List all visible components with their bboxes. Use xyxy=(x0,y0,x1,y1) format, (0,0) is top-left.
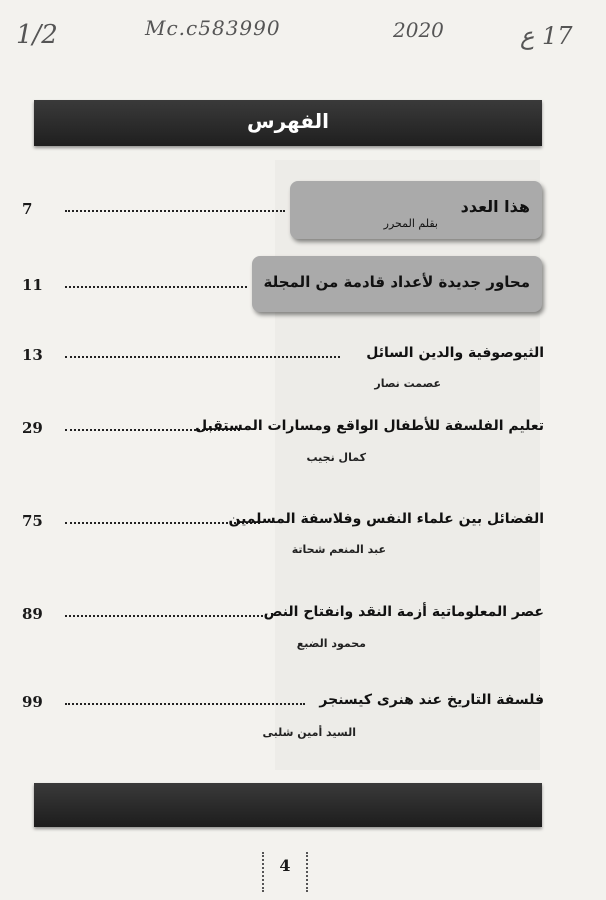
page-number: 7 xyxy=(22,200,33,218)
index-header-bar xyxy=(34,100,542,146)
bleed-through-area xyxy=(275,160,540,770)
toc-entry-author: عصمت نصار xyxy=(374,377,441,390)
footer-separator xyxy=(262,852,264,892)
handwritten-code: 17 ع xyxy=(520,22,573,50)
footer-bar xyxy=(34,783,542,827)
toc-entry-title[interactable]: الفضائل بين علماء النفس وفلاسفة المسلمين xyxy=(228,511,544,527)
dot-leader xyxy=(65,210,285,212)
toc-box-subtitle: بقلم المحرر xyxy=(383,217,438,230)
footer-page-number: 4 xyxy=(279,856,291,875)
index-title: الفهرس xyxy=(246,109,329,133)
handwritten-fraction: 1/2 xyxy=(16,20,58,50)
handwritten-year: 2020 xyxy=(393,18,444,42)
toc-box-issue[interactable] xyxy=(290,181,542,239)
page-number: 11 xyxy=(22,276,43,294)
dot-leader xyxy=(65,703,305,705)
dot-leader xyxy=(65,286,247,288)
toc-entry-author: السيد أمين شلبى xyxy=(262,726,356,739)
toc-entry-author: كمال نجيب xyxy=(306,451,366,464)
toc-entry-title[interactable]: فلسفة التاريخ عند هنرى كيسنجر xyxy=(319,692,544,708)
toc-entry-author: محمود الضبع xyxy=(296,637,366,650)
toc-entry-title[interactable]: تعليم الفلسفة للأطفال الواقع ومسارات المستقبل xyxy=(194,418,544,434)
toc-entry-title[interactable]: الثيوصوفية والدين السائل xyxy=(366,345,544,361)
toc-entry-title[interactable]: عصر المعلوماتية أزمة النقد وانفتاح النص xyxy=(263,604,544,620)
dot-leader xyxy=(65,615,263,617)
page-number: 89 xyxy=(22,605,43,623)
footer-separator xyxy=(306,852,308,892)
page-number: 29 xyxy=(22,419,43,437)
dot-leader xyxy=(65,356,340,358)
toc-box-title: محاور جديدة لأعداد قادمة من المجلة xyxy=(263,273,530,291)
toc-entry-author: عبد المنعم شحاتة xyxy=(291,543,386,556)
page-number: 75 xyxy=(22,512,43,530)
toc-box-future-topics[interactable] xyxy=(252,256,542,312)
toc-box-title: هذا العدد xyxy=(460,197,530,216)
page-number: 13 xyxy=(22,346,43,364)
handwritten-reference: Mc.c583990 xyxy=(145,16,281,40)
page-number: 99 xyxy=(22,693,43,711)
